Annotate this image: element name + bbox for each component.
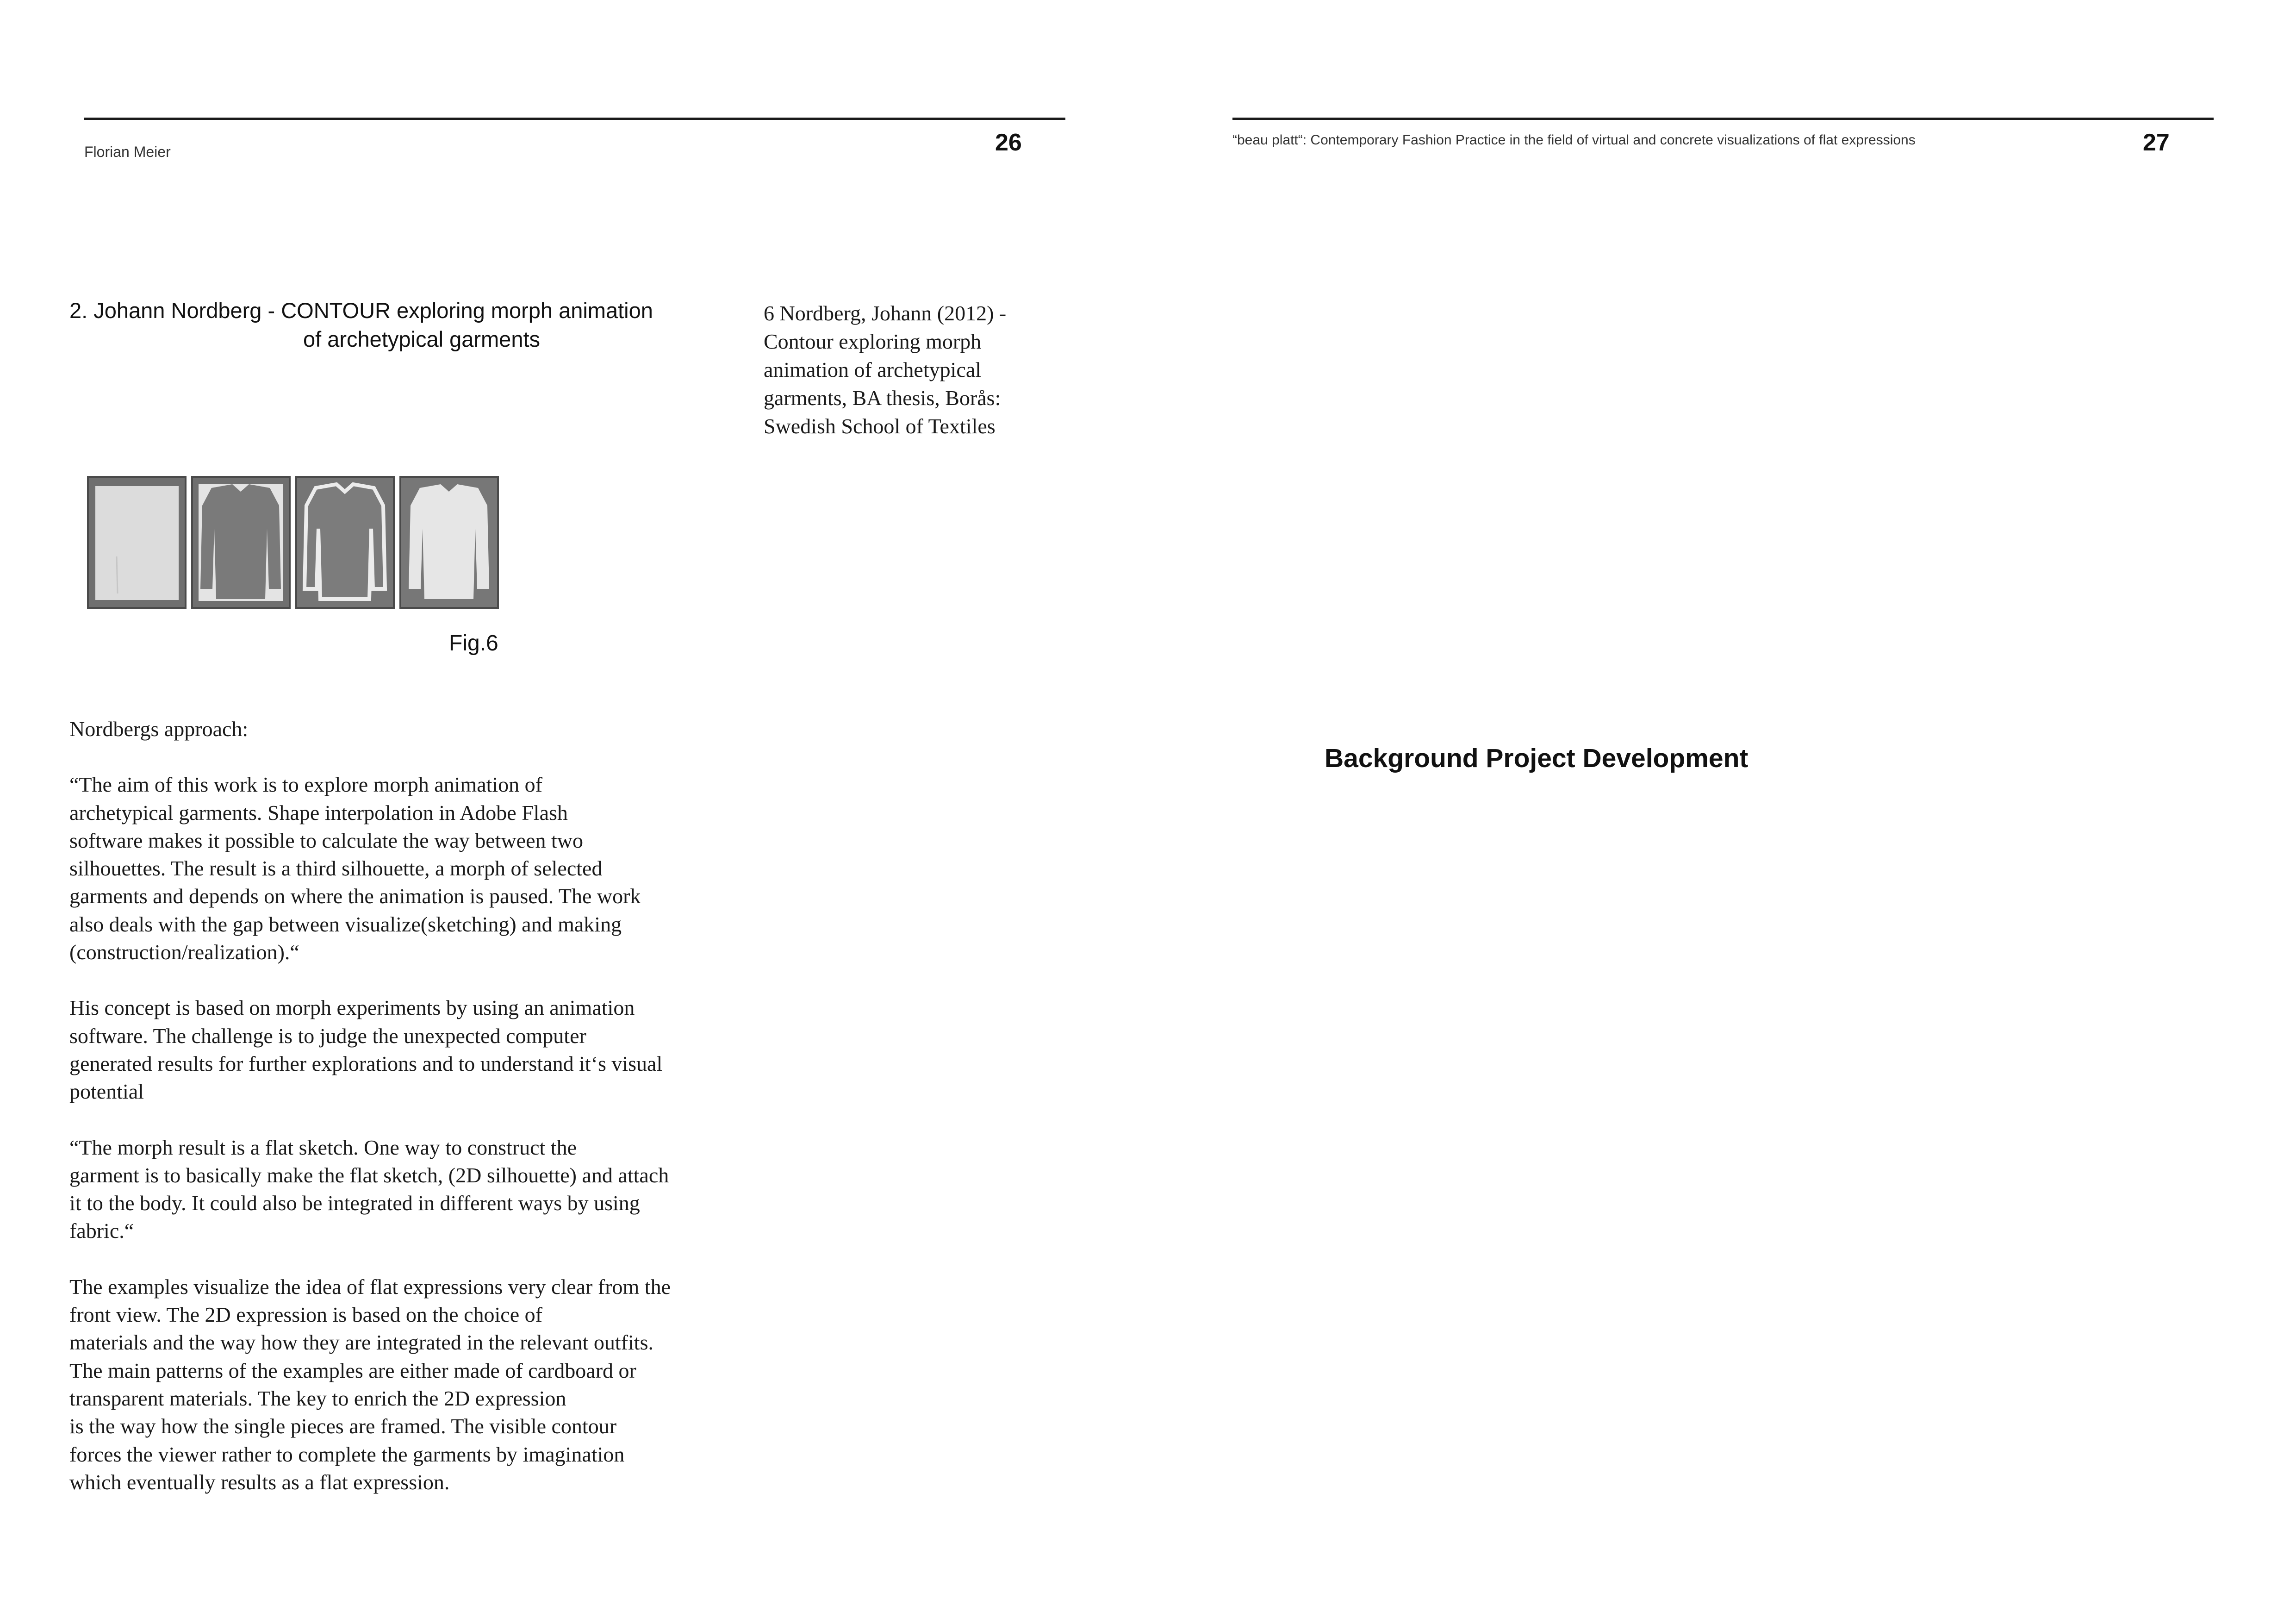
section-title: Background Project Development [1325, 743, 1748, 773]
footnote: 6 Nordberg, Johann (2012) - Contour exploring morph animation of archetypical garments, BA thesis, Borås: Swedish School of Textiles [764, 301, 1007, 438]
body-text [69, 715, 740, 1524]
body-paragraph: His concept is based on morph experiments by using an animation software. The challenge is to judge the unexpected computer generated results for further explorations and to understand it‘s visual potential [69, 996, 663, 1104]
chapter-title-line-2: of archetypical garments [303, 327, 541, 351]
jacket-outline-icon [297, 478, 393, 607]
jacket-white-icon [401, 478, 497, 607]
body-paragraph: Nordbergs approach: [69, 717, 249, 741]
figure-caption: Fig.6 [449, 631, 498, 656]
chapter-title [69, 296, 717, 354]
left-header-rule [84, 118, 1065, 120]
garment-thumb-2 [191, 476, 291, 609]
author-name: Florian Meier [84, 144, 171, 160]
right-header-rule [1232, 118, 2214, 120]
body-paragraph: “The morph result is a flat sketch. One way to construct the garment is to basically make the flat sketch, (2D silhouette) and attach it to the body. It could also be integrated in different ways by using fabric.“ [69, 1135, 669, 1243]
left-page-number: 26 [995, 129, 1022, 156]
garment-thumb-4 [399, 476, 499, 609]
chapter-title-line-1: 2. Johann Nordberg - CONTOUR exploring morph animation [69, 298, 653, 323]
flat-panel-icon [89, 478, 185, 607]
jacket-silhouette-icon [193, 478, 289, 607]
figure-6-garment-sequence [87, 476, 504, 610]
running-header: “beau platt“: Contemporary Fashion Practice in the field of virtual and concrete visualizations of flat expressions [1232, 132, 1916, 148]
garment-thumb-1 [87, 476, 187, 609]
garment-thumb-3 [295, 476, 395, 609]
body-paragraph: The examples visualize the idea of flat expressions very clear from the front view. The 2D expression is based on the choice of materials and the way how they are integrated in the relevant outfits. The main patterns of the examples are either made of cardboard or transparent materials. The key to enrich the 2D expression is the way how the single pieces are framed. The visible contour forces the viewer rather to complete the garments by imagination which eventually results as a flat expression. [69, 1274, 671, 1494]
body-paragraph: “The aim of this work is to explore morph animation of archetypical garments. Shape interpolation in Adobe Flash software makes it possible to calculate the way between two silhouettes. The result is a third silhouette, a morph of selected garments and depends on where the animation is paused. The work also deals with the gap between visualize(sketching) and making (construction/realization).“ [69, 773, 641, 964]
right-page-number: 27 [2143, 129, 2170, 156]
